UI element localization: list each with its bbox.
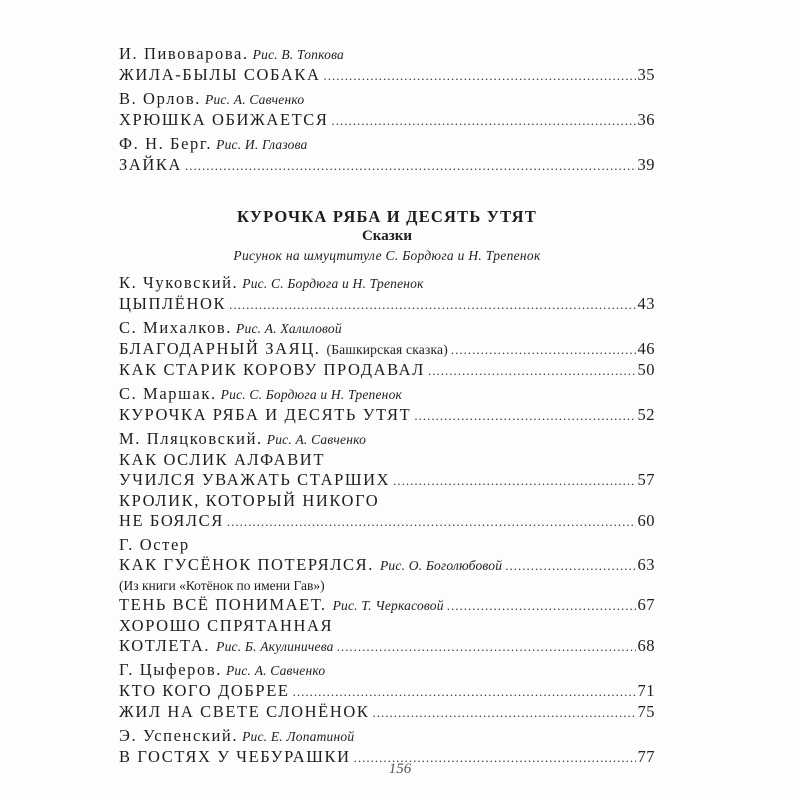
- dot-leader: [337, 637, 636, 657]
- toc-line: [119, 636, 655, 657]
- dot-leader: [332, 111, 636, 131]
- dot-leader: [185, 156, 635, 176]
- author-name: С. Михалков.: [119, 318, 233, 337]
- story-title-line: КАК ОСЛИК АЛФАВИТ: [119, 450, 326, 469]
- dot-leader: [428, 361, 636, 381]
- toc-line: [119, 511, 655, 532]
- toc-entry-oster: [119, 535, 655, 657]
- illustrator-credit: Рис. И. Глазова: [216, 137, 308, 152]
- story-title: НЕ БОЯЛСЯ: [119, 511, 224, 530]
- story-title: КОТЛЕТА.: [119, 636, 211, 655]
- toc-line: [119, 681, 655, 702]
- page-number: 68: [637, 636, 655, 655]
- toc-line: [119, 595, 655, 616]
- page-number: 52: [637, 405, 655, 424]
- toc-entry-chukovsky: [119, 273, 655, 315]
- page-number: 50: [637, 360, 655, 379]
- story-title: КАК СТАРИК КОРОВУ ПРОДАВАЛ: [119, 360, 425, 379]
- dot-leader: [293, 682, 636, 702]
- toc-line: [119, 555, 655, 576]
- page-number: 57: [637, 470, 655, 489]
- page-number: 39: [637, 155, 655, 174]
- illustrator-credit: Рис. С. Бордюга и Н. Трепенок: [220, 387, 403, 402]
- story-title-line: КРОЛИК, КОТОРЫЙ НИКОГО: [119, 491, 380, 510]
- illustrator-credit: Рис. Т. Черкасовой: [332, 598, 444, 613]
- toc-line: [119, 702, 655, 723]
- illustrator-credit: Рис. Е. Лопатиной: [242, 729, 355, 744]
- illustrator-credit: Рис. А. Савченко: [205, 92, 305, 107]
- toc-entry-marshak: [119, 384, 655, 426]
- story-title: КТО КОГО ДОБРЕЕ: [119, 681, 290, 700]
- story-note: (Башкирская сказка): [326, 342, 448, 357]
- story-title: ТЕНЬ ВСЁ ПОНИМАЕТ.: [119, 595, 327, 614]
- story-title: ХРЮШКА ОБИЖАЕТСЯ: [119, 110, 329, 129]
- toc-line: [119, 155, 655, 176]
- illustrator-credit: Рис. В. Топкова: [252, 47, 344, 62]
- source-book-note: (Из книги «Котёнок по имени Гав»): [119, 578, 325, 593]
- page-folio-number: 156: [388, 761, 412, 777]
- author-name: И. Пивоварова.: [119, 44, 249, 63]
- illustrator-credit: Рис. Б. Акулиничева: [216, 639, 334, 654]
- dot-leader: [451, 340, 636, 360]
- dot-leader: [393, 471, 635, 491]
- section-subtitle: Сказки: [361, 228, 413, 244]
- page-number: 36: [637, 110, 655, 129]
- story-title: ЖИЛ НА СВЕТЕ СЛОНЁНОК: [119, 702, 370, 721]
- author-name: М. Пляцковский.: [119, 429, 263, 448]
- illustrator-credit: Рис. А. Савченко: [225, 663, 326, 678]
- page-number: 43: [637, 294, 655, 313]
- dot-leader: [505, 556, 635, 576]
- illustrator-credit: Рис. О. Боголюбовой: [379, 558, 503, 573]
- page-number: 71: [637, 681, 655, 700]
- illustrator-credit: Рис. С. Бордюга и Н. Трепенок: [242, 276, 424, 291]
- story-title: УЧИЛСЯ УВАЖАТЬ СТАРШИХ: [119, 470, 391, 489]
- page-number: 60: [637, 511, 655, 530]
- toc-entry-mikhalkov: [119, 318, 655, 381]
- toc-line: [119, 360, 655, 381]
- dot-leader: [227, 512, 636, 532]
- author-name: Г. Остер: [119, 535, 190, 554]
- section-illustration-credit: Рисунок на шмуцтитуле С. Бордюга и Н. Трепенок: [233, 248, 541, 263]
- toc-entry-tsyferov: [119, 660, 655, 723]
- author-name: Г. Цыферов.: [119, 660, 222, 679]
- toc-line: [119, 339, 655, 360]
- story-title: В ГОСТЯХ У ЧЕБУРАШКИ: [119, 747, 351, 766]
- dot-leader: [414, 406, 635, 426]
- author-name: Э. Успенский.: [119, 726, 239, 745]
- dot-leader: [372, 703, 635, 723]
- dot-leader: [323, 66, 635, 86]
- toc-entry-plyatskovsky: [119, 429, 655, 532]
- illustrator-credit: Рис. А. Савченко: [266, 432, 367, 447]
- toc-line: [119, 110, 655, 131]
- table-of-contents: [119, 44, 655, 771]
- dot-leader: [447, 596, 636, 616]
- toc-line: [119, 294, 655, 315]
- page-number: 67: [637, 595, 655, 614]
- story-title: КАК ГУСЁНОК ПОТЕРЯЛСЯ.: [119, 555, 374, 574]
- toc-line: [119, 470, 655, 491]
- page-number: 77: [637, 747, 655, 766]
- toc-entry-orlov: [119, 89, 655, 131]
- toc-line: [119, 65, 655, 86]
- story-title: БЛАГОДАРНЫЙ ЗАЯЦ.: [119, 339, 321, 358]
- story-title: ЗАЙКА: [119, 155, 183, 174]
- dot-leader: [229, 295, 635, 315]
- section-title: КУРОЧКА РЯБА И ДЕСЯТЬ УТЯТ: [237, 207, 537, 226]
- author-name: В. Орлов.: [119, 89, 202, 108]
- author-name: С. Маршак.: [119, 384, 217, 403]
- toc-line: [119, 405, 655, 426]
- page-number: 63: [637, 555, 655, 574]
- story-title-line: ХОРОШО СПРЯТАННАЯ: [119, 616, 334, 635]
- toc-entry-pivovarova: [119, 44, 655, 86]
- author-name: Ф. Н. Берг.: [119, 134, 213, 153]
- page-number: 35: [637, 65, 655, 84]
- toc-entry-berg: [119, 134, 655, 176]
- page-number: 75: [637, 702, 655, 721]
- illustrator-credit: Рис. А. Халиловой: [236, 321, 342, 336]
- page-number: 46: [637, 339, 655, 358]
- author-name: К. Чуковский.: [119, 273, 239, 292]
- story-title: ЦЫПЛЁНОК: [119, 294, 227, 313]
- section-heading: [119, 206, 655, 265]
- story-title: КУРОЧКА РЯБА И ДЕСЯТЬ УТЯТ: [119, 405, 412, 424]
- story-title: ЖИЛА-БЫЛЫ СОБАКА: [119, 65, 321, 84]
